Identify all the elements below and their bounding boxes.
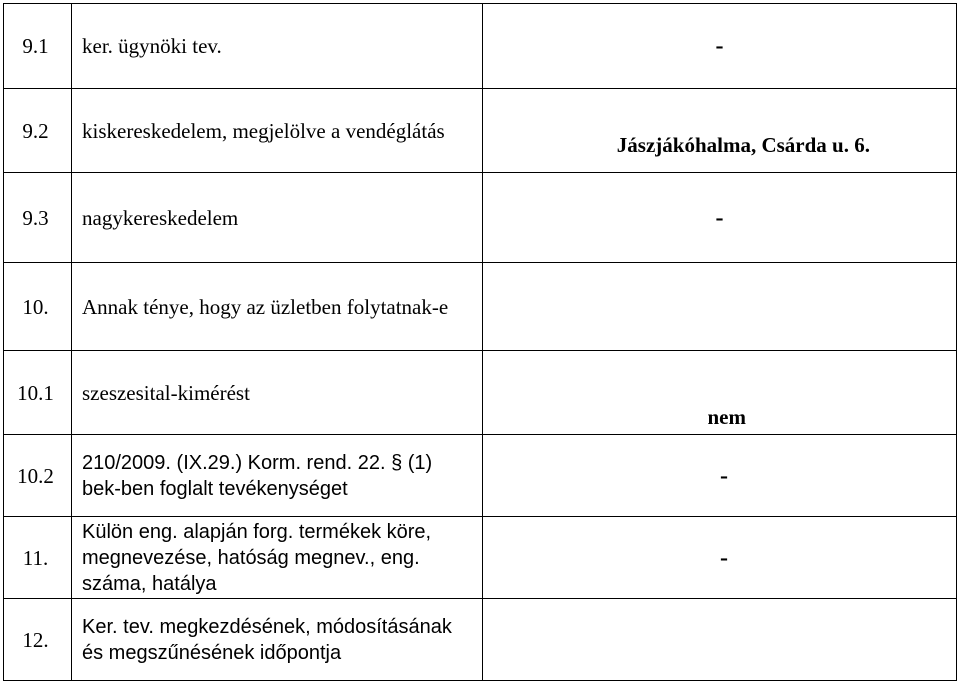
row-number: 10.2 — [4, 435, 72, 517]
row-label: Külön eng. alapján forg. termékek köre, megnevezése, hatóság megnev., eng. száma, hatálya — [72, 517, 483, 599]
registry-table — [3, 3, 957, 681]
row-number: 9.1 — [4, 4, 72, 89]
table-row — [4, 351, 957, 435]
row-number: 11. — [4, 517, 72, 599]
table-row — [4, 599, 957, 681]
row-value — [483, 263, 957, 351]
table-row — [4, 4, 957, 89]
row-number: 10. — [4, 263, 72, 351]
table-row — [4, 89, 957, 173]
row-number: 12. — [4, 599, 72, 681]
table-row — [4, 517, 957, 599]
row-value: - — [483, 435, 957, 517]
row-label: kiskereskedelem, megjelölve a vendéglátás — [72, 89, 483, 173]
row-label: ker. ügynöki tev. — [72, 4, 483, 89]
row-value: - — [483, 517, 957, 599]
row-value: - — [483, 4, 957, 89]
row-value: - — [483, 173, 957, 263]
row-label: szeszesital-kimérést — [72, 351, 483, 435]
row-value: Jászjákóhalma, Csárda u. 6. — [483, 89, 957, 173]
row-number: 9.2 — [4, 89, 72, 173]
table-row — [4, 173, 957, 263]
row-label: Annak ténye, hogy az üzletben folytatnak-e — [72, 263, 483, 351]
row-value — [483, 599, 957, 681]
row-value: nem — [483, 351, 957, 435]
row-label: nagykereskedelem — [72, 173, 483, 263]
row-label: Ker. tev. megkezdésének, módosításának és megszűnésének időpontja — [72, 599, 483, 681]
table-row — [4, 435, 957, 517]
row-label: 210/2009. (IX.29.) Korm. rend. 22. § (1) bek-ben foglalt tevékenységet — [72, 435, 483, 517]
document-table-wrapper — [3, 3, 957, 681]
row-number: 9.3 — [4, 173, 72, 263]
row-number: 10.1 — [4, 351, 72, 435]
table-row — [4, 263, 957, 351]
